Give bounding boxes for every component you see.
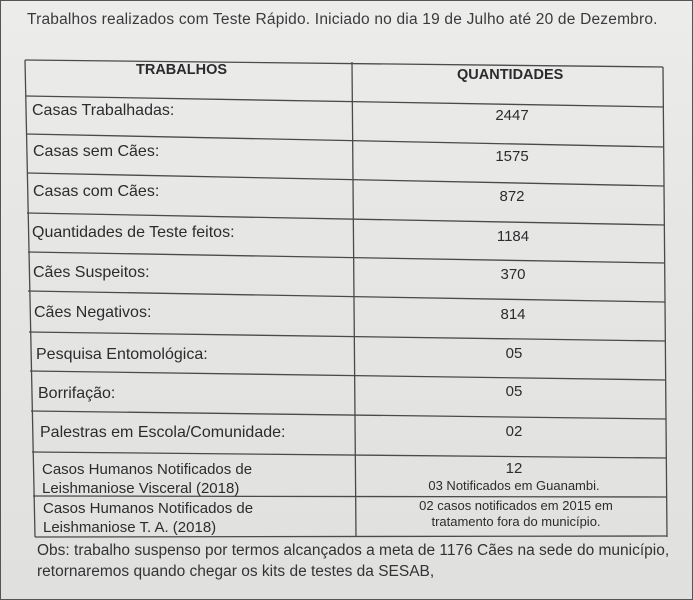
row-label-line2: Leishmaniose T. A. (2018) [43,519,217,536]
row-label: Casas Trabalhadas: [32,102,175,119]
row-value: 814 [500,306,526,323]
row-label: Cães Suspeitos: [33,264,150,281]
row-value: 05 [505,345,523,362]
row-label: Palestras em Escola/Comunidade: [40,424,286,441]
row-value: 1184 [496,228,530,245]
row-value-line2: tratamento fora do município. [431,514,601,529]
row-label-line1: Casos Humanos Notificados de [43,500,254,517]
row-value-line2: 03 Notificados em Guanambi. [428,478,600,493]
row-label-line1: Casos Humanos Notificados de [42,461,253,478]
row-value-line1: 12 [505,460,523,477]
header-quantidades: QUANTIDADES [457,67,564,83]
intro-text: Trabalhos realizados com Teste Rápido. Iniciado no dia 19 de Julho até 20 de Dezembro. [27,11,658,28]
row-label: Borrifação: [38,385,116,402]
row-label: Pesquisa Entomológica: [36,346,208,363]
header-trabalhos: TRABALHOS [136,62,228,78]
row-label: Cães Negativos: [34,304,152,321]
row-value: 2447 [495,107,529,124]
row-label-line2: Leishmaniose Visceral (2018) [42,480,240,497]
row-value-line1: 02 casos notificados em 2015 em [419,498,613,513]
row-value: 1575 [495,148,529,165]
row-label: Quantidades de Teste feitos: [32,224,235,241]
row-label: Casas com Cães: [33,183,160,200]
observation-note: Obs: trabalho suspenso por termos alcançados a meta de 1176 Cães na sede do município, retornaremos quando chegar os kits de testes da SESAB, [37,542,670,580]
row-value: 370 [500,266,526,283]
row-label: Casas sem Cães: [33,143,160,160]
row-value: 05 [505,383,523,400]
row-value: 872 [499,188,525,205]
row-value: 02 [505,423,523,440]
